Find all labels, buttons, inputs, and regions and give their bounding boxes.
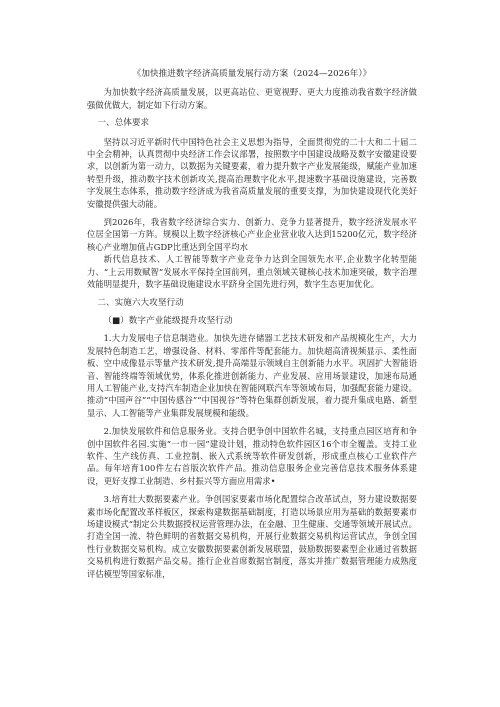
section-heading-six-actions: 二、实施六大攻坚行动 bbox=[97, 297, 184, 308]
paragraph-guiding-principle: 坚持以习近平新时代中国特色社会主义思想为指导，全面贯彻党的二十大和二十届二中全会精神，认真贯彻中央经济工作会议部署，按照数字中国建设战略及数字安徽建设要求，以创新为第一动力，以数据为关键要素，着力提升数字产业发展能级，赋能产业加速转型升级，推动数字技术创新攻关,提高治理数字化水平,提速数字基础设施建设，完善数字发展生态体系，推动数字经济成为我省高质量发展的重要支撑，为加快建设现代化美好安徽提供强大动能。 bbox=[87, 136, 417, 209]
document-body bbox=[87, 68, 417, 580]
intro-paragraph: 为加快数字经济高质量发展，以更高站位、更宽视野、更大力度推动我省数字经济做强做优做大，制定如下行动方案。 bbox=[87, 87, 417, 110]
subsection-heading-industry-upgrade: （■）数字产业能级提升攻坚行动 bbox=[103, 315, 233, 326]
list-item-electronics-manufacturing: 1.大力发展电子信息制造业。加快先进存储器工艺技术研发和产品规模化生产，大力发展特色制造工艺，增强设备、材料、零部件等配套能力。加快超高清视频显示、柔性面板、空中成像显示等量产技术研发,提升高端显示领域自主创新能力水平。巩固扩大智能语音、智能终端等领域优势，体系化推进创新能力、产业发展、应用场景建设，加速布局通用人工智能产业,支持汽车制造企业加快在智能网联汽车等领域布局，加强配套能力建设。推动“中国声谷”“中国传感谷”“中国视谷”等特色集群创新发展，着力提升集成电路、新型显示、人工智能等产业集群发展规模和能级。 bbox=[87, 333, 417, 418]
paragraph-competitiveness: 新代信息技术、人工智能等数字产业竞争力达到全国领先水平,企业数字化转型能力、“上云用数赋智”发展水平保持全国前列，重点领域关键核心技术加速突破，数字治理效能明显提升，数字基础设施建设水平跻身全国先进行列，数字生态更加优化。 bbox=[87, 254, 417, 290]
list-item-data-elements: 3.培育壮大数据要素产业。争创国家要素市场化配置综合改革试点，努力建设数据要素市场化配置改革样板区，探索构建数据基础制度，打造以场景应用为基础的数据要素市场建设模式“制定公共数据授权运营管理办法，在金融、卫生健康、交通等领域开展试点。打造全国一流、特色鲜明的省数据交易机构，开展行业数据交易机构运营试点，争创全国性行业数据交易机构。成立安徽数据要素创新发展联盟，鼓励数据要素型企业通过省数据交易机构进行数据产品交易。推行企业首席数据官制度，落实并推广数据管理能力成熟度评估模型等国家标准， bbox=[87, 494, 417, 579]
list-item-software-services: 2.加快发展软件和信息服务业。支持合肥争创中国软件名城，支持重点园区培育和争创中国软件名园.实施“一市一园”建设计划，推动特色软件园区16个市全覆盖。支持工业软件、生产线仿真、工业控制、嵌入式系统等软件研发创新，形成重点核心工业软件产品。每年培育100件左右首版次软件产品。推动信息服务企业完善信息技术服务体系建设，更好支撑工业制造、乡村振兴等方面应用需求• bbox=[87, 426, 417, 486]
section-heading-general-requirements: 一、总体要求 bbox=[97, 118, 150, 129]
document-title: 《加快推进数字经济高质量发展行动方案（2024—2026年）》 bbox=[132, 69, 372, 79]
paragraph-2026-targets: 到2026年，我省数字经济综合实力、创新力、竞争力显著提升，数字经济发展水平位居全国第一方阵。规模以上数字经济核心产业企业营业收入达到15200亿元，数字经济核心产业增加值占GDP比重达到全国平均水 bbox=[87, 217, 417, 252]
